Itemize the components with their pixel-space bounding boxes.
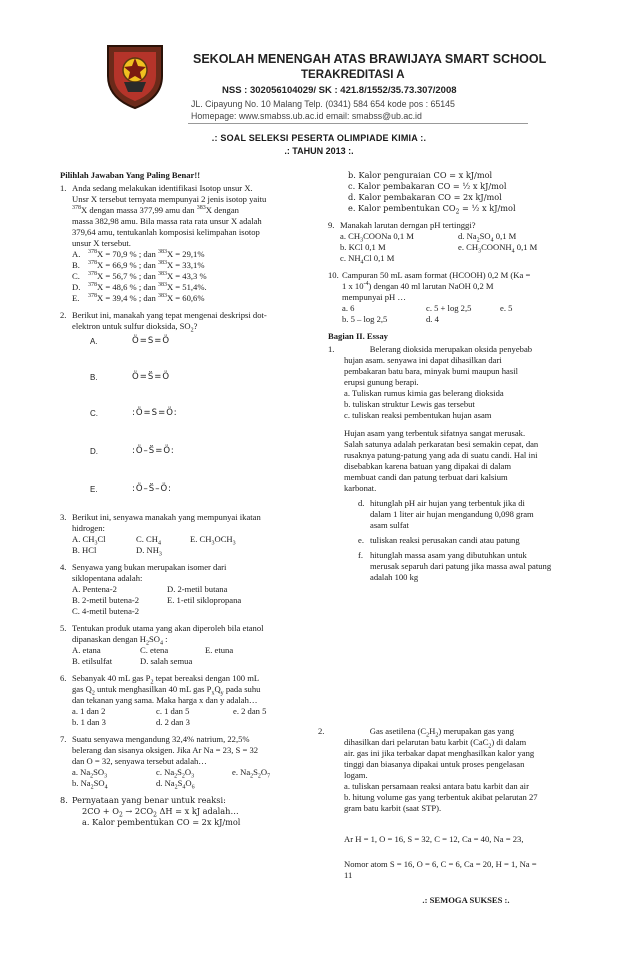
question-text: 379,64 amu, tentukanlah komposisi kelimpahan isotop bbox=[72, 227, 260, 237]
question-text: belerang dan sisanya oksigen. Jika Ar Na = 23, S = 32 bbox=[72, 745, 259, 755]
option-e: e. 2 dan 5 bbox=[233, 706, 267, 716]
option-b: B. 2-metil butena-2 bbox=[72, 595, 140, 605]
question-number: 10. bbox=[328, 270, 339, 280]
lewis-structure-figure bbox=[86, 334, 264, 504]
option-a: a. Kalor pembentukan CO = 2x kJ/mol bbox=[82, 817, 241, 827]
option-a: a. 6 bbox=[342, 303, 355, 313]
question-number: 3. bbox=[60, 512, 67, 522]
option-row bbox=[72, 645, 317, 656]
option-e: E. 1-etil siklopropana bbox=[167, 595, 242, 605]
question-number: 8. bbox=[60, 795, 68, 805]
question-10 bbox=[328, 270, 584, 325]
school-crest-icon bbox=[102, 40, 168, 110]
question-text: $^{378}$X dengan massa 377,99 amu dan $^{383}$X dengan bbox=[72, 205, 239, 215]
option-a: A. $^{378}$X = 70,9 % ; dan $^{383}$X = 29,1% bbox=[72, 249, 205, 259]
option-d: d. Kalor pembakaran CO = 2x kJ/mol bbox=[348, 192, 502, 202]
question-text: Manakah larutan derngan pH tertinggi? bbox=[340, 220, 476, 230]
essay-text: air. gas ini jika terbakar dapat menghasilkan kalor yang bbox=[344, 748, 535, 758]
option-b: b. $Na_2SO_4$ bbox=[72, 778, 108, 791]
option-c: c. $Na_2S_2O_3$ bbox=[156, 767, 195, 780]
option-c: C. $^{378}$X = 56,7 % ; dan $^{383}$X = 43,3 % bbox=[72, 271, 207, 281]
essay-subquestion-f: f. hitunglah massa asam yang dibutuhkan untuk merusak separuh dari patung jika massa awal patung adalah 100 kg bbox=[358, 550, 552, 582]
essay-2 bbox=[318, 726, 588, 910]
option-a: A. etana bbox=[72, 645, 101, 655]
question-text: elektron untuk sulfur dioksida, $SO_2$? bbox=[72, 321, 198, 334]
essay-text: Gas asetilena $(C_2H_2)$ merupakan gas yang bbox=[344, 726, 514, 739]
question-number: 7. bbox=[60, 734, 67, 744]
option-a: a. $CH_3COONa$ 0,1 M bbox=[340, 231, 414, 244]
option-c: C. $CH_4$ bbox=[136, 534, 161, 547]
question-text: siklopentana adalah: bbox=[72, 573, 143, 583]
option-b: b. KCl 0,1 M bbox=[340, 242, 386, 252]
atomic-mass-data: Ar H = 1, O = 16, S = 32, C = 12, Ca = 40, Na = 23, bbox=[344, 834, 524, 844]
question-text: 1 x $10^{-4}$) dengan 40 ml larutan NaOH 0,2 M bbox=[342, 281, 494, 291]
question-text: Pernyataan yang benar untuk reaksi: bbox=[72, 795, 226, 805]
essay-number: 2. bbox=[318, 726, 325, 736]
question-4 bbox=[60, 562, 317, 617]
option-d: D. salah semua bbox=[140, 656, 193, 666]
question-text: $2CO + O_2 \to 2CO_2$ ΔH = x kJ adalah… bbox=[82, 806, 239, 819]
essay-text: pembakaran batu bara, minyak bumi maupun hasil bbox=[344, 366, 518, 376]
question-text: Tentukan produk utama yang akan diperoleh bila etanol bbox=[72, 623, 264, 633]
question-6 bbox=[60, 673, 317, 728]
question-number: 5. bbox=[60, 623, 67, 633]
essay-text: erupsi gunung berapi. bbox=[344, 377, 419, 387]
nss-number: NSS : 302056104029/ SK : 421.8/1552/35.73.307/2008 bbox=[222, 85, 457, 96]
essay-text: dihasilkan dari pelarutan batu karbit (CaC$_2$) di dalam bbox=[344, 737, 527, 750]
question-text: hidrogen: bbox=[72, 523, 105, 533]
option-a: A. Pentena-2 bbox=[72, 584, 117, 594]
option-row bbox=[72, 778, 317, 789]
question-3 bbox=[60, 512, 317, 556]
lewis-option-b: B. Ö=S̈=Ö bbox=[90, 372, 171, 382]
question-text: Unsr X tersebut ternyata mempunyai 2 jenis isotop yaitu bbox=[72, 194, 267, 204]
option-b: b. 1 dan 3 bbox=[72, 717, 106, 727]
question-number: 6. bbox=[60, 673, 67, 683]
option-e: e. $CH_3COONH_4$ 0,1 M bbox=[458, 242, 538, 255]
option-d: D. $^{378}$X = 48,6 % ; dan $^{383}$X = 51,4%. bbox=[72, 282, 207, 292]
essay-1 bbox=[328, 344, 584, 583]
question-text: gas $Q_2$ untuk menghasilkan 40 mL gas $P_xQ_y$ pada suhu bbox=[72, 684, 261, 697]
option-c: C. etena bbox=[140, 645, 169, 655]
option-e: e. 5 bbox=[500, 303, 513, 313]
option-a: A. $CH_3Cl$ bbox=[72, 534, 106, 547]
question-text: massa 382,98 amu. Bila massa rata rata unsur X adalah bbox=[72, 216, 262, 226]
school-name: SEKOLAH MENENGAH ATAS BRAWIJAYA SMART SCHOOL bbox=[193, 52, 547, 66]
option-b: b. Kalor penguraian CO = x kJ/mol bbox=[348, 170, 493, 180]
question-number: 4. bbox=[60, 562, 67, 572]
left-column bbox=[60, 170, 317, 834]
essay-text: Belerang dioksida merupakan oksida penyebab bbox=[344, 344, 533, 354]
question-text: dipanaskan dengan $H_2SO_4$ : bbox=[72, 634, 168, 647]
accreditation: TERAKREDITASI A bbox=[301, 69, 405, 81]
option-row bbox=[72, 767, 317, 778]
right-column bbox=[328, 170, 584, 587]
option-row bbox=[72, 595, 317, 606]
essay-text: tinggi dan biasanya dipakai untuk proses pengelasan bbox=[344, 759, 525, 769]
question-text: Senyawa yang bukan merupakan isomer dari bbox=[72, 562, 227, 572]
option-row bbox=[342, 303, 584, 314]
essay-text: logam. bbox=[344, 770, 368, 780]
closing-message: .: SEMOGA SUKSES :. bbox=[422, 895, 510, 905]
question-text: unsur X tersebut. bbox=[72, 238, 131, 248]
essay-subquestion-b: b. hitung volume gas yang terbentuk akibat pelarutan 27 bbox=[344, 792, 538, 802]
option-e: e. Kalor pembentukan $CO_2$ = ½ x kJ/mol bbox=[348, 203, 516, 216]
essay-subquestion-a: a. Tuliskan rumus kimia gas belerang dioksida bbox=[344, 388, 504, 398]
option-row bbox=[72, 584, 317, 595]
question-text: Anda sedang melakukan identifikasi Isotop unsur X. bbox=[72, 183, 253, 193]
option-c: c. 5 + log 2,5 bbox=[426, 303, 472, 313]
question-9 bbox=[328, 220, 584, 264]
question-number: 2. bbox=[60, 310, 67, 320]
option-d: d. 2 dan 3 bbox=[156, 717, 190, 727]
essay-subquestion-d: d. hitunglah pH air hujan yang terbentuk jika di dalam 1 liter air hujan mengandung 0,098 gram asam sulfat bbox=[358, 498, 534, 530]
essay-paragraph: Hujan asam yang terbentuk sifatnya sangat merusak. Salah satunya adalah perkaratan besi semakin cepat, dan rusaknya patung-patung yang ada di suatu candi. Hal ini disebabkan karena batuan yang dipakai di dalam membuat candi dan patung terbuat dari kalsium karbonat. bbox=[344, 428, 539, 493]
essay-subquestion-b: b. tuliskan struktur Lewis gas tersebut bbox=[344, 399, 475, 409]
question-8-continued bbox=[328, 170, 584, 214]
option-b: B. HCl bbox=[72, 545, 97, 555]
option-d: d. $Na_2SO_4$ 0,1 M bbox=[458, 231, 517, 244]
question-8 bbox=[60, 795, 317, 828]
option-b: b. 5 – log 2,5 bbox=[342, 314, 388, 324]
option-c: c. 1 dan 5 bbox=[156, 706, 190, 716]
school-homepage: Homepage: www.smabss.ub.ac.id email: smabss@ub.ac.id bbox=[191, 111, 422, 121]
option-a: a. 1 dan 2 bbox=[72, 706, 106, 716]
option-row bbox=[340, 242, 584, 253]
option-d: D. $NH_3$ bbox=[136, 545, 162, 558]
option-c: c. $NH_4Cl$ 0,1 M bbox=[340, 253, 395, 266]
instruction: Pilihlah Jawaban Yang Paling Benar!! bbox=[60, 170, 201, 180]
question-text: Berikut ini, senyawa manakah yang mempunyai ikatan bbox=[72, 512, 261, 522]
school-address: JL. Cipayung No. 10 Malang Telp. (0341) 584 654 kode pos : 65145 bbox=[191, 99, 455, 109]
question-text: Suatu senyawa mengandung 32,4% natrium, 22,5% bbox=[72, 734, 250, 744]
question-text: Berikut ini, manakah yang tepat mengenai deskripsi dot- bbox=[72, 310, 267, 320]
question-number: 9. bbox=[328, 220, 335, 230]
option-c: c. Kalor pembakaran CO = ½ x kJ/mol bbox=[348, 181, 507, 191]
atomic-number-data: Nomor atom S = 16, O = 6, C = 6, Ca = 20, H = 1, Na = bbox=[344, 859, 537, 869]
lewis-option-c: C. :Ö=S=Ö: bbox=[90, 408, 178, 418]
option-a: a. $Na_2SO_3$ bbox=[72, 767, 108, 780]
atomic-number-data: 11 bbox=[344, 870, 353, 880]
lewis-option-d: D. :Ö–S̈=Ö: bbox=[90, 446, 175, 456]
option-row bbox=[72, 717, 317, 728]
question-text: Sebanyak 40 mL gas $P_2$ tepat bereaksi dengan 100 mL bbox=[72, 673, 260, 686]
question-text: dan O = 32, senyawa tersebut adalah… bbox=[72, 756, 207, 766]
question-2 bbox=[60, 310, 317, 504]
essay-subquestion-b: gram batu karbit (saat STP). bbox=[344, 803, 442, 813]
lewis-option-e: E. :Ö–S̈–Ö: bbox=[90, 484, 172, 494]
option-e: E. $^{378}$X = 39,4 % ; dan $^{383}$X = 60,6% bbox=[72, 293, 205, 303]
essay-section-title: Bagian II. Essay bbox=[328, 331, 388, 341]
essay-text: hujan asam. senyawa ini dapat dihasilkan dari bbox=[344, 355, 502, 365]
essay-subquestion-c: c. tuliskan reaksi pembentukan hujan asam bbox=[344, 410, 492, 420]
option-b: B. $^{378}$X = 66,9 % ; dan $^{383}$X = 33,1% bbox=[72, 260, 205, 270]
letterhead bbox=[0, 0, 638, 126]
option-d: d. $Na_2S_4O_6$ bbox=[156, 778, 195, 791]
essay-subquestion-e: e. tuliskan reaksi perusakan candi atau patung bbox=[358, 535, 520, 545]
essay-subquestion-a: a. tuliskan persamaan reaksi antara batu karbit dan air bbox=[344, 781, 529, 791]
option-row bbox=[72, 545, 317, 556]
essay-number: 1. bbox=[328, 344, 335, 354]
option-row bbox=[72, 656, 317, 667]
question-text: Campuran 50 mL asam format (HCOOH) 0,2 M (Ka = bbox=[342, 270, 531, 280]
question-number: 1. bbox=[60, 183, 67, 193]
option-e: E. $CH_3OCH_3$ bbox=[190, 534, 236, 547]
question-text: dan tekanan yang sama. Maka harga x dan y adalah… bbox=[72, 695, 258, 705]
header-divider bbox=[188, 123, 528, 124]
option-row bbox=[72, 706, 317, 717]
option-e: e. $Na_2S_2O_7$ bbox=[232, 767, 271, 780]
option-b: B. etilsulfat bbox=[72, 656, 113, 666]
option-e: E. etuna bbox=[205, 645, 234, 655]
option-row bbox=[342, 314, 584, 325]
option-d: d. 4 bbox=[426, 314, 439, 324]
option-c: C. 4-metil butena-2 bbox=[72, 606, 140, 616]
option-row bbox=[72, 534, 317, 545]
question-1 bbox=[60, 183, 317, 304]
lewis-option-a: A. Ö=S=Ö bbox=[90, 336, 171, 346]
exam-year: .: TAHUN 2013 :. bbox=[284, 146, 354, 156]
option-row bbox=[340, 231, 584, 242]
question-text: mempunyai pH … bbox=[342, 292, 406, 302]
exam-title: .: SOAL SELEKSI PESERTA OLIMPIADE KIMIA :. bbox=[211, 133, 427, 143]
question-5 bbox=[60, 623, 317, 667]
option-d: D. 2-metil butana bbox=[167, 584, 228, 594]
question-7 bbox=[60, 734, 317, 789]
